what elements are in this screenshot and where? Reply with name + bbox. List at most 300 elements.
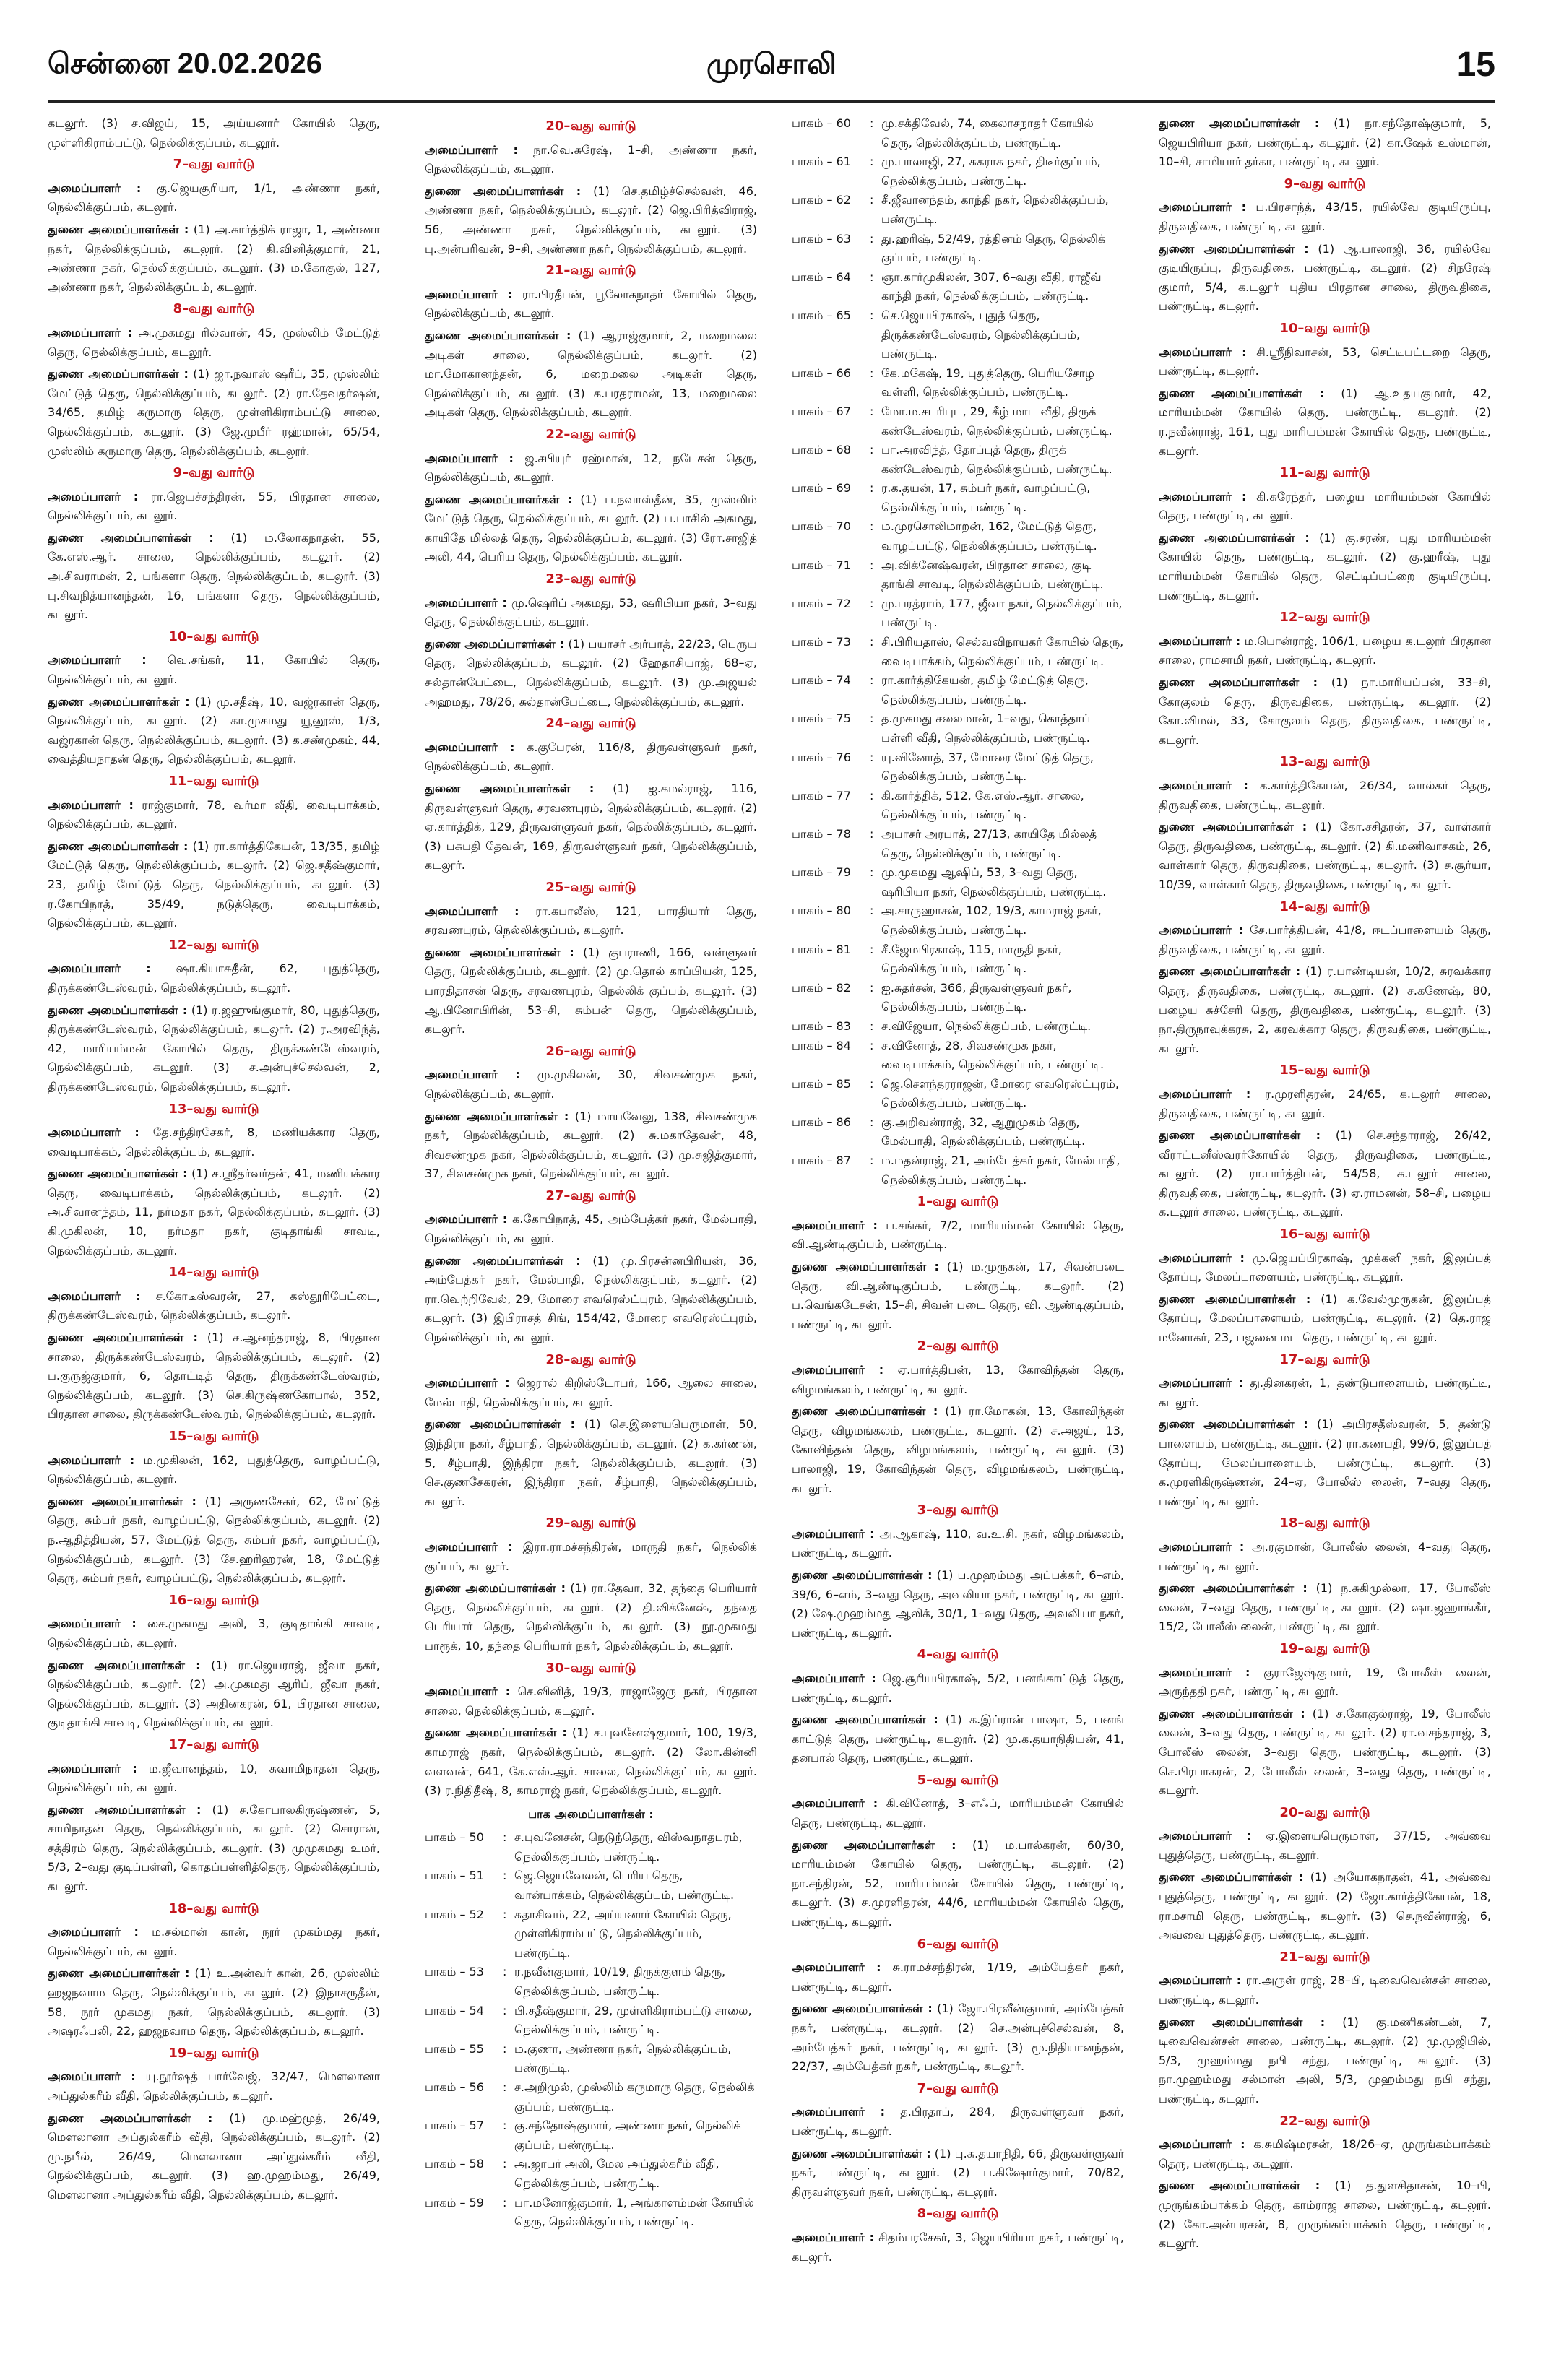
entry-text: மு.ஜெயப்பிரகாஷ், முக்கனி நகர், இலுப்பத் தோப்பு, மேலப்பாளையம், பண்ருட்டி, கடலூர். bbox=[1159, 1250, 1491, 1284]
appointment-entry bbox=[48, 796, 380, 834]
booth-colon: : bbox=[503, 2003, 507, 2017]
appointment-entry bbox=[425, 490, 757, 567]
booth-colon: : bbox=[870, 116, 874, 130]
booth-number: பாகம் – 56 bbox=[425, 2080, 484, 2094]
booth-agent: சி.பிரியதாஸ், செல்வவிநாயகர் கோயில் தெரு, வைடிபாக்கம், நெல்லிக்குப்பம், பண்ருட்டி. bbox=[881, 635, 1124, 668]
appointment-entry bbox=[1159, 1126, 1491, 1222]
booth-row bbox=[792, 268, 1124, 306]
entry-role-label: துணை அமைப்பாளர்கள் : bbox=[48, 2111, 213, 2125]
booth-colon: : bbox=[870, 558, 874, 572]
entry-role-label: அமைப்பாளர் : bbox=[1159, 1665, 1250, 1679]
booth-number: பாகம் – 85 bbox=[792, 1076, 851, 1091]
appointment-entry bbox=[1159, 1663, 1491, 1702]
booth-number: பாகம் – 58 bbox=[425, 2157, 484, 2171]
page-number: 15 bbox=[1456, 46, 1495, 84]
appointment-entry bbox=[48, 1001, 380, 1097]
appointment-entry bbox=[1159, 1085, 1491, 1123]
entry-text: அ.முகமது ரில்வான், 45, முஸ்லிம் மேட்டுத் தெரு, நெல்லிக்குப்பம், கடலூர். bbox=[48, 325, 380, 359]
booth-row bbox=[425, 2194, 757, 2232]
booth-agent: மு.பரத்ராம், 177, ஜீவா நகர், நெல்லிக்குப்பம், பண்ருட்டி. bbox=[881, 596, 1123, 630]
booth-colon: : bbox=[870, 1018, 874, 1033]
entry-text: (1) செ.சந்தாராஜ், 26/42, வீராட்டனீஸ்வரர்கோயில் தெரு, திருவதிகை, பண்ருட்டி, கடலூர். (2) ரா.பார்த்திபன், 54/58, க.டலூர் சாலை, திருவதிகை, பண்ருட்டி, கடலூர். (3) ஏ.ராமனன், 58–சி, பழைய க.டலூர் சாலை, பண்ருட்டி, கடலூர். bbox=[1159, 1128, 1491, 1219]
appointment-entry bbox=[1159, 384, 1491, 461]
entry-role-label: துணை அமைப்பாளர்கள் : bbox=[48, 1802, 202, 1817]
entry-text: (1) ஜா.நவாஸ் ஷரீப், 35, முஸ்லிம் மேட்டுத் தெரு, நெல்லிக்குப்பம், கடலூர். (2) ரா.தேவதர்ஷன், 34/65, தமிழ் கருமாரு தெரு, முள்ளிகிராம்பட்டு சாலை, நெல்லிக்குப்பம், கடலூர். (3) ஜே.முபீர் ரஹ்மான், 65/54, முஸ்லிம் கருமாரு தெரு, நெல்லிக்குப்பம், கடலூர். bbox=[48, 367, 380, 458]
booth-row bbox=[792, 1037, 1124, 1075]
appointment-entry bbox=[1159, 1374, 1491, 1412]
paragraph: கடலூர். (3) ச.விஜய், 15, அய்யனார் கோயில் தெரு, முள்ளிகிராம்பட்டு, நெல்லிக்குப்பம், கடலூர். bbox=[48, 116, 380, 150]
appointment-entry bbox=[425, 1538, 757, 1576]
booth-row bbox=[792, 230, 1124, 268]
booth-number: பாகம் – 63 bbox=[792, 231, 851, 246]
appointment-entry bbox=[1159, 240, 1491, 316]
booth-number: பாகம் – 66 bbox=[792, 365, 851, 380]
booth-colon: : bbox=[870, 519, 874, 534]
entry-text: (1) ரா.கார்த்திகேயன், 13/35, தமிழ் மேட்டுத் தெரு, நெல்லிக்குப்பம், கடலூர். (2) ஜெ.சதீஷ்குமார், 23, தமிழ் மேட்டுத் தெரு, நெல்லிக்குப்பம், கடலூர். (3) ர.கோபிநாத், 35/49, நடுத்தெரு, வைடிபாக்கம், நெல்லிக்குப்பம், கடலூர். bbox=[48, 839, 380, 930]
booth-agent: ச.விஜேயா, நெல்லிக்குப்பம், பண்ருட்டி. bbox=[881, 1018, 1092, 1033]
booth-number: பாகம் – 50 bbox=[425, 1830, 484, 1845]
appointment-entry bbox=[792, 1216, 1124, 1255]
ward-heading: 8–வது வார்டு bbox=[917, 2206, 999, 2222]
booth-number: பாகம் – 70 bbox=[792, 519, 851, 534]
appointment-entry bbox=[1159, 198, 1491, 236]
appointment-entry bbox=[792, 1669, 1124, 1708]
entry-role-label: அமைப்பாளர் : bbox=[425, 904, 519, 918]
entry-text: த.பிரதாப், 284, திருவள்ளுவர் நகர், பண்ருட்டி, கடலூர். bbox=[792, 2105, 1124, 2138]
appointment-entry bbox=[48, 693, 380, 769]
entry-role-label: அமைப்பாளர் : bbox=[1159, 633, 1241, 648]
booth-number: பாகம் – 69 bbox=[792, 481, 851, 496]
appointment-entry bbox=[425, 1252, 757, 1348]
entry-text: ச.கோடீஸ்வரன், 27, கஸ்தூரிபேட்டை, திருக்கண்டேஸ்வரம், நெல்லிக்குப்பம், கடலூர். bbox=[48, 1289, 380, 1323]
appointment-entry bbox=[792, 1361, 1124, 1399]
appointment-entry bbox=[1159, 2013, 1491, 2109]
appointment-entry bbox=[48, 2067, 380, 2106]
entry-role-label: அமைப்பாளர் : bbox=[792, 1671, 876, 1685]
booth-colon: : bbox=[870, 904, 874, 918]
ward-heading: 1–வது வார்டு bbox=[917, 1194, 999, 1210]
appointment-entry bbox=[48, 1328, 380, 1424]
entry-text: கி.வினோத், 3–எஃப், மாரியம்மன் கோயில் தெரு, பண்ருட்டி, கடலூர். bbox=[792, 1796, 1124, 1830]
ward-heading: 30–வது வார்டு bbox=[545, 1660, 636, 1676]
booth-colon: : bbox=[870, 711, 874, 726]
booth-agent: த.முகமது சலைமான், 1–வது, கொத்தாப் பள்ளி வீதி, நெல்லிக்குப்பம், பண்ருட்டி. bbox=[881, 711, 1091, 745]
booth-row bbox=[792, 825, 1124, 863]
booth-colon: : bbox=[870, 788, 874, 802]
booth-colon: : bbox=[870, 826, 874, 841]
booth-row bbox=[792, 517, 1124, 555]
booth-number: பாகம் – 86 bbox=[792, 1115, 851, 1129]
entry-text: ப.சங்கர், 7/2, மாரியம்மன் கோயில் தெரு, வி.ஆண்டிகுப்பம், பண்ருட்டி. bbox=[792, 1218, 1124, 1252]
appointment-entry bbox=[1159, 1538, 1491, 1576]
booth-number: பாகம் – 79 bbox=[792, 865, 851, 880]
entry-role-label: துணை அமைப்பாளர்கள் : bbox=[48, 1658, 201, 1672]
entry-role-label: அமைப்பாளர் : bbox=[1159, 1086, 1251, 1101]
entry-text: (1) ஐ.கமல்ராஜ், 116, திருவள்ளுவர் தெரு, சரவணபுரம், நெல்லிக்குப்பம், கடலூர். (2) ஏ.கார்த்திக், 129, திருவள்ளுவர் நகர், நெல்லிக்குப்பம், கடலூர். (3) பசுபதி தேவன், 169, திருவள்ளுவர் நகர், நெல்லிக்குப்பம், கடலூர். bbox=[425, 782, 757, 873]
appointment-entry bbox=[48, 1164, 380, 1260]
entry-role-label: துணை அமைப்பாளர்கள் : bbox=[425, 1253, 581, 1268]
booth-colon: : bbox=[503, 2041, 507, 2056]
booth-row bbox=[792, 709, 1124, 748]
entry-role-label: அமைப்பாளர் : bbox=[1159, 1250, 1245, 1265]
booth-number: பாகம் – 73 bbox=[792, 635, 851, 649]
booth-row bbox=[792, 787, 1124, 825]
entry-text: ம.சல்மான் கான், நூர் முகம்மது நகர், நெல்லிக்குப்பம், கடலூர். bbox=[48, 1925, 380, 1958]
entry-role-label: அமைப்பாளர் : bbox=[425, 595, 507, 610]
ward-heading: 10–வது வார்டு bbox=[168, 628, 259, 644]
entry-role-label: துணை அமைப்பாளர்கள் : bbox=[425, 1726, 567, 1740]
booth-agent: அ.விக்னேஷ்வரன், பிரதான சாலை, குடி தாங்கி சாவடி, நெல்லிக்குப்பம், பண்ருட்டி. bbox=[881, 558, 1104, 592]
entry-text: (1) ஜோ.பிரவீன்குமார், அம்பேத்கர் நகர், பண்ருட்டி, கடலூர். (2) செ.அன்புச்செல்வன், 8, அம்பேத்கர் நகர், பண்ருட்டி, கடலூர். (3) மூ.நிதியானந்தன், 22/37, அம்பேத்கர் நகர், பண்ருட்டி, கடலூர். bbox=[792, 2002, 1124, 2074]
entry-role-label: துணை அமைப்பாளர்கள் : bbox=[1159, 1417, 1308, 1432]
entry-text: ஷா.கியாசுதீன், 62, புதுத்தெரு, திருக்கண்டேஸ்வரம், நெல்லிக்குப்பம், கடலூர். bbox=[48, 961, 380, 995]
entry-text: (1) ஆ.பாலாஜி, 36, ரயில்வே குடியிருப்பு, திருவதிகை, பண்ருட்டி, கடலூர். (2) சிநரேஷ் குமார், 5/4, க.டலூர் புதிய பிரதான சாலை, திருவதிகை, பண்ருட்டி, கடலூர். bbox=[1159, 241, 1491, 313]
appointment-entry bbox=[425, 285, 757, 324]
appointment-entry bbox=[425, 943, 757, 1039]
ward-heading: 27–வது வார்டு bbox=[545, 1187, 636, 1203]
booth-agent: ர.நவீன்குமார், 10/19, திருக்குளம் தெரு, நெல்லிக்குப்பம், பண்ருட்டி. bbox=[514, 1965, 726, 1999]
appointment-entry bbox=[48, 1492, 380, 1588]
booth-number: பாகம் – 84 bbox=[792, 1038, 851, 1052]
booth-row bbox=[425, 2116, 757, 2155]
entry-text: ம.ஜீவானந்தம், 10, சுவாமிநாதன் தெரு, நெல்லிக்குப்பம், கடலூர். bbox=[48, 1761, 380, 1795]
appointment-entry bbox=[48, 1287, 380, 1325]
appointment-entry bbox=[48, 1923, 380, 1961]
booth-colon: : bbox=[870, 865, 874, 880]
entry-role-label: துணை அமைப்பாளர்கள் : bbox=[425, 945, 574, 959]
entry-role-label: அமைப்பாளர் : bbox=[1159, 200, 1246, 215]
entry-role-label: துணை அமைப்பாளர்கள் : bbox=[792, 2146, 931, 2160]
entry-text: சை.முகமது அலி, 3, குடிதாங்கி சாவடி, நெல்லிக்குப்பம், கடலூர். bbox=[48, 1617, 380, 1650]
booth-colon: : bbox=[870, 155, 874, 169]
appointment-entry bbox=[1159, 343, 1491, 381]
booth-row bbox=[792, 479, 1124, 517]
appointment-entry bbox=[48, 1964, 380, 2041]
entry-text: (1) பு.சு.தயாநிதி, 66, திருவள்ளுவர் நகர், பண்ருட்டி, கடலூர். (2) ப.கிஷோர்குமார், 70/82, திருவள்ளுவர் நகர், பண்ருட்டி, கடலூர். bbox=[792, 2146, 1124, 2199]
entry-text: (1) ர.பாண்டியன், 10/2, சுரவக்கார தெரு, திருவதிகை, பண்ருட்டி, கடலூர். (2) ச.கணேஷ், 80, பழைய சுச்சேரி தெரு, திருவதிகை, பண்ருட்டி, கடலூர். (3) நா.திருநாவுக்கரசு, 2, கரவக்கார தெரு, திருவதிகை, பண்ருட்டி, கடலூர். bbox=[1159, 964, 1491, 1055]
entry-text: (1) மாயவேலு, 138, சிவசண்முக நகர், நெல்லிக்குப்பம், கடலூர். (2) சு.மகாதேவன், 48, சிவசண்முக நகர், நெல்லிக்குப்பம், கடலூர். (3) மு.சுஜித்குமார், 37, சிவசண்முக நகர், நெல்லிக்குப்பம், கடலூர். bbox=[425, 1109, 757, 1181]
entry-role-label: துணை அமைப்பாளர்கள் : bbox=[1159, 1291, 1311, 1306]
ward-heading: 11–வது வார்டு bbox=[1279, 465, 1370, 481]
entry-role-label: துணை அமைப்பாளர்கள் : bbox=[425, 782, 595, 795]
booth-number: பாகம் – 80 bbox=[792, 904, 851, 918]
booth-agent: ர.க.தயன், 17, சும்பர் நகர், வாழப்பட்டு, நெல்லிக்குப்பம், பண்ருட்டி. bbox=[881, 481, 1091, 514]
ward-heading: 5–வது வார்டு bbox=[917, 1772, 999, 1788]
appointment-entry bbox=[425, 594, 757, 632]
entry-role-label: அமைப்பாளர் : bbox=[425, 1539, 513, 1554]
booth-row bbox=[792, 1113, 1124, 1151]
entry-text: (1) நா.மாரியப்பன், 33–சி, கோகுலம் தெரு, திருவதிகை, பண்ருட்டி, கடலூர். (2) கோ.விமல், 33, கோகுலம் தெரு, திருவதிகை, பண்ருட்டி, கடலூர். bbox=[1159, 675, 1491, 747]
entry-role-label: அமைப்பாளர் : bbox=[48, 1761, 137, 1775]
booth-number: பாகம் – 74 bbox=[792, 673, 851, 688]
header-rule bbox=[48, 100, 1495, 103]
entry-text: (1) ப.முஹம்மது அப்பக்கர், 6–எம், 39/6, 6–எம், 3–வது தெரு, அவலியா நகர், பண்ருட்டி, கடலூர். (2) ஷே.முஹம்மது ஆலிக், 30/1, 1–வது தெரு, அவலியா நகர், பண்ருட்டி, கடலூர். bbox=[792, 1567, 1124, 1640]
entry-role-label: துணை அமைப்பாளர்கள் : bbox=[48, 1167, 188, 1181]
entry-text: (1) கோ.சசிதரன், 37, வாள்கார் தெரு, திருவதிகை, பண்ருட்டி, கடலூர். (2) கி.மணிவாசகம், 26, வாள்கார் தெரு, திருவதிகை, பண்ருட்டி, கடலூர். (3) ச.சூர்யா, 10/39, வாள்கார் தெரு, திருவதிகை, பண்ருட்டி, கடலூர். bbox=[1159, 820, 1491, 891]
booth-number: பாகம் – 51 bbox=[425, 1869, 484, 1883]
entry-text: ம.பொன்ராஜ், 106/1, பழைய க.டலூர் பிரதான சாலை, ராமசாமி நகர், பண்ருட்டி, கடலூர். bbox=[1159, 633, 1491, 667]
appointment-entry bbox=[425, 1107, 757, 1184]
entry-role-label: அமைப்பாளர் : bbox=[1159, 779, 1248, 792]
booth-row bbox=[792, 364, 1124, 402]
appointment-entry bbox=[425, 1682, 757, 1721]
booth-agent: ரா.கார்த்திகேயன், தமிழ் மேட்டுத் தெரு, நெல்லிக்குப்பம், பண்ருட்டி. bbox=[881, 673, 1089, 706]
booth-number: பாகம் – 57 bbox=[425, 2119, 484, 2133]
text-column-2 bbox=[425, 114, 757, 2358]
entry-role-label: துணை அமைப்பாளர்கள் : bbox=[792, 1567, 933, 1582]
booth-number: பாகம் – 65 bbox=[792, 308, 851, 322]
booth-agent: கு.சந்தோஷ்குமார், அண்ணா நகர், நெல்லிக் குப்பம், பண்ருட்டி. bbox=[514, 2119, 741, 2152]
entry-text: சே.பார்த்திபன், 41/8, ஈடப்பாளையம் தெரு, திருவதிகை, பண்ருட்டி, கடலூர். bbox=[1159, 923, 1491, 956]
booth-agent: ச.அறிமுல், முஸ்லிம் கருமாரு தெரு, நெல்லிக் குப்பம், பண்ருட்டி. bbox=[514, 2080, 755, 2113]
entry-text: (1) குபராணி, 166, வள்ளுவர் தெரு, நெல்லிக்குப்பம், கடலூர். (2) மு.தொல் காப்பியன், 125, பாரதிதாசன் தெரு, சரவணபுரம், நெல்லிக் குப்பம், கடலூர். (3) ஆ.பினோபிரின், 53–சி, சும்பன் தெரு, நெல்லிக்குப்பம், கடலூர். bbox=[425, 945, 757, 1037]
text-column-1 bbox=[48, 114, 380, 2358]
entry-role-label: அமைப்பாளர் : bbox=[425, 1684, 511, 1699]
ward-heading: 15–வது வார்டு bbox=[1279, 1063, 1370, 1078]
booth-colon: : bbox=[870, 1076, 874, 1091]
entry-text: அ.ஆகாஷ், 110, வ.உ.சி. நகர், விழமங்கலம், பண்ருட்டி, கடலூர். bbox=[792, 1526, 1124, 1560]
entry-text: (1) ர.ஜஹுங்குமார், 80, புதுத்தெரு, திருக்கண்டேஸ்வரம், நெல்லிக்குப்பம், கடலூர். (2) ர.அரவிந்த், 42, மாரியம்மன் கோயில் தெரு, திருக்கண்டேஸ்வரம், நெல்லிக்குப்பம், கடலூர். (3) ச.அன்புச்செல்வன், 2, திருக்கண்டேஸ்வரம், நெல்லிக்குப்பம், கடலூர். bbox=[48, 1003, 380, 1094]
ward-heading: 6–வது வார்டு bbox=[917, 1936, 999, 1952]
entry-text: ரா.பிரதீபன், பூலோகநாதர் கோயில் தெரு, நெல்லிக்குப்பம், கடலூர். bbox=[425, 287, 757, 321]
appointment-entry bbox=[792, 1258, 1124, 1334]
booth-number: பாகம் – 60 bbox=[792, 116, 851, 130]
entry-text: குராஜேஷ்குமார், 19, போலீஸ் லைன், அருந்ததி நகர், பண்ருட்டி, கடலூர். bbox=[1159, 1665, 1491, 1699]
booth-colon: : bbox=[870, 980, 874, 995]
ward-heading: 22–வது வார்டு bbox=[545, 426, 636, 442]
entry-role-label: துணை அமைப்பாளர்கள் : bbox=[792, 2002, 933, 2016]
booth-number: பாகம் – 53 bbox=[425, 1965, 484, 1979]
entry-role-label: அமைப்பாளர் : bbox=[1159, 489, 1247, 503]
booth-colon: : bbox=[870, 404, 874, 418]
appointment-entry bbox=[48, 529, 380, 625]
booth-colon: : bbox=[870, 1154, 874, 1168]
booth-agent: ம.குணா, அண்ணா நகர், நெல்லிக்குப்பம், பண்ருட்டி. bbox=[514, 2041, 732, 2075]
ward-heading: 13–வது வார்டு bbox=[1279, 754, 1370, 770]
entry-text: ஜெரால் கிறிஸ்டோபர், 166, ஆலை சாலை, மேல்பாதி, நெல்லிக்குப்பம், கடலூர். bbox=[425, 1376, 757, 1409]
entry-role-label: துணை அமைப்பாளர்கள் : bbox=[1159, 530, 1310, 545]
booth-number: பாகம் – 54 bbox=[425, 2003, 484, 2017]
entry-text: (1) க.வேல்முருகன், இலுப்பத் தோப்பு, மேலப்பாளையம், பண்ருட்டி, கடலூர். (2) தெ.ராஜ மனோகர், 23, பஜனை மட தெரு, பண்ருட்டி, கடலூர். bbox=[1159, 1291, 1491, 1345]
appointment-entry bbox=[48, 2109, 380, 2205]
entry-role-label: துணை அமைப்பாளர்கள் : bbox=[1159, 2015, 1326, 2029]
booth-agent: சீ.ஜேமபிரகாஷ், 115, மாருதி நகர், நெல்லிக்குப்பம், பண்ருட்டி. bbox=[881, 942, 1062, 976]
ward-heading: 22–வது வார்டு bbox=[1279, 2113, 1370, 2129]
booth-number: பாகம் – 52 bbox=[425, 1907, 484, 1921]
entry-text: (1) ச.கோபாலகிருஷ்ணன், 5, சாமிநாதன் தெரு, நெல்லிக்குப்பம், கடலூர். (2) சொரான், சத்திரம் தெரு, நெல்லிக்குப்பம், கடலூர். (3) முமுகமது உமர், 5/3, 2–வது குடிப்பள்ளி, கொதப்பள்ளித்தெரு, நெல்லிக்குப்பம், கடலூர். bbox=[48, 1802, 380, 1894]
entry-text: ஏ.பார்த்திபன், 13, கோவிந்தன் தெரு, விழமங்கலம், பண்ருட்டி, கடலூர். bbox=[792, 1363, 1124, 1396]
appointment-entry bbox=[425, 326, 757, 423]
entry-role-label: துணை அமைப்பாளர்கள் : bbox=[1159, 1581, 1308, 1596]
entry-role-label: அமைப்பாளர் : bbox=[425, 1376, 510, 1390]
booth-agent: மோ.ம.சபரிபுட, 29, கீழ் மாட வீதி, திருக் கண்டேஸ்வரம், நெல்லிக்குப்பம், பண்ருட்டி. bbox=[881, 404, 1112, 438]
appointment-entry bbox=[48, 220, 380, 297]
entry-text: (1) கு.சரண், புது மாரியம்மன் கோயில் தெரு, பண்ருட்டி, கடலூர். (2) கு.ஹரீஷ், புது மாரியம்மன் கோயில் தெரு, செட்டிப்பட்றை குடியிருப்பு, பண்ருட்டி, கடலூர். bbox=[1159, 530, 1491, 602]
ward-heading: 18–வது வார்டு bbox=[1279, 1515, 1370, 1531]
entry-text: (1) மு.பிரசன்னபிரியன், 36, அம்பேத்கர் நகர், மேல்பாதி, நெல்லிக்குப்பம், கடலூர். (2) ரா.வெற்றிவேல், 29, மோரை எவரெஸ்ட்புரம், நெல்லிக்குப்பம், கடலூர். (3) இபிராசத் சிங், 154/42, மோரை எவரெஸ்ட்புரம், நெல்லிக்குப்பம், கடலூர். bbox=[425, 1253, 757, 1345]
ward-heading: 12–வது வார்டு bbox=[1279, 610, 1370, 626]
ward-heading: 29–வது வார்டு bbox=[545, 1515, 636, 1531]
entry-text: (1) ம.முருகன், 17, சிவன்படை தெரு, வி.ஆண்டிகுப்பம், பண்ருட்டி, கடலூர். (2) ப.வெங்கடேசன், 15–சி, சிவன் படை தெரு, வி. ஆண்டிகுப்பம், பண்ருட்டி, கடலூர். bbox=[792, 1260, 1124, 1331]
ward-heading: 3–வது வார்டு bbox=[917, 1502, 999, 1518]
booth-agent: ஞா.கார்முகிலன், 307, 6–வது வீதி, ராஜீவ் காந்தி நகர், நெல்லிக்குப்பம், பண்ருட்டி. bbox=[881, 269, 1102, 303]
appointment-entry bbox=[425, 1065, 757, 1104]
entry-role-label: துணை அமைப்பாளர்கள் : bbox=[425, 492, 573, 506]
booth-number: பாகம் – 77 bbox=[792, 788, 851, 802]
booth-row bbox=[792, 114, 1124, 152]
entry-role-label: அமைப்பாளர் : bbox=[1159, 1376, 1243, 1390]
entry-role-label: துணை அமைப்பாளர்கள் : bbox=[1159, 241, 1309, 256]
entry-role-label: துணை அமைப்பாளர்கள் : bbox=[425, 183, 582, 198]
ward-heading: 15–வது வார்டு bbox=[168, 1429, 259, 1444]
appointment-entry bbox=[1159, 2135, 1491, 2173]
entry-text: நா.வெ.சுரேஷ், 1–சி, அண்ணா நகர், நெல்லிக்குப்பம், கடலூர். bbox=[425, 142, 757, 176]
appointment-entry bbox=[792, 1794, 1124, 1832]
entry-text: ரா.அருள் ராஜ், 28–பி, டிவைவென்சன் சாலை, பண்ருட்டி, கடலூர். bbox=[1159, 1973, 1491, 2007]
booth-colon: : bbox=[870, 193, 874, 207]
booth-agent: ச.வினோத், 28, சிவசண்முக நகர், வைடிபாக்கம், நெல்லிக்குப்பம், பண்ருட்டி. bbox=[881, 1038, 1105, 1072]
appointment-entry bbox=[792, 1710, 1124, 1768]
entry-role-label: அமைப்பாளர் : bbox=[48, 1617, 137, 1631]
entry-text: ஜ.சபியுர் ரஹ்மான், 12, நடேசன் தெரு, நெல்லிக்குப்பம், கடலூர். bbox=[425, 451, 757, 485]
ward-heading: 11–வது வார்டு bbox=[168, 774, 259, 789]
entry-role-label: துணை அமைப்பாளர்கள் : bbox=[1159, 1706, 1305, 1721]
booth-colon: : bbox=[503, 1907, 507, 1921]
ward-heading: 14–வது வார்டு bbox=[1279, 899, 1370, 914]
entry-text: ஜெ.சூரியபிரகாஷ், 5/2, பனங்காட்டுத் தெரு, பண்ருட்டி, கடலூர். bbox=[792, 1671, 1124, 1705]
entry-role-label: அமைப்பாளர் : bbox=[1159, 1829, 1251, 1843]
entry-role-label: அமைப்பாளர் : bbox=[48, 653, 147, 667]
booth-number: பாகம் – 76 bbox=[792, 750, 851, 764]
entry-text: (1) ச.கோகுல்ராஜ், 19, போலீஸ் லைன், 3–வது தெரு, பண்ருட்டி, கடலூர். (2) ரா.வசந்தராஜ், 3, போலீஸ் லைன், 3–வது தெரு, பண்ருட்டி, கடலூர். (3) செ.பிரபாகரன், 2, போலீஸ் லைன், 3–வது தெரு, பண்ருட்டி, கடலூர். bbox=[1159, 1706, 1491, 1798]
booth-agent: பா.மனோஜ்குமார், 1, அங்காளம்மன் கோயில் தெரு, நெல்லிக்குப்பம், பண்ருட்டி. bbox=[514, 2195, 754, 2229]
booth-row bbox=[792, 1151, 1124, 1190]
booth-colon: : bbox=[870, 942, 874, 956]
appointment-entry bbox=[792, 1836, 1124, 1932]
booth-colon: : bbox=[870, 269, 874, 284]
entry-text: (1) அயோகநாதன், 41, அவ்வை புதுத்தெரு, பண்ருட்டி, கடலூர். (2) ஜோ.கார்த்திகேயன், 18, ராமசாமி தெரு, பண்ருட்டி, கடலூர். (3) செ.நவீன்ராஜ், 6, அவ்வை புதுத்தெரு, பண்ருட்டி, கடலூர். bbox=[1159, 1870, 1491, 1942]
entry-text: (1) அபிரசதீஸ்வரன், 5, தண்டு பாளையம், பண்ருட்டி, கடலூர். (2) ரா.கணபதி, 99/6, இலுப்பத் தோப்பு, மேலப்பாளையம், பண்ருட்டி, கடலூர். (3) க.முரளிகிருஷ்ணன், 24–ஏ, போலீஸ் லைன், 7–வது தெரு, பண்ருட்டி, கடலூர். bbox=[1159, 1417, 1491, 1508]
appointment-entry bbox=[425, 635, 757, 711]
entry-role-label: துணை அமைப்பாளர்கள் : bbox=[48, 839, 189, 853]
ward-heading: 25–வது வார்டு bbox=[545, 879, 636, 895]
appointment-entry bbox=[48, 179, 380, 217]
appointment-entry bbox=[48, 324, 380, 362]
entry-text: (1) ஆ.உதயகுமார், 42, மாரியம்மன் கோயில் தெரு, பண்ருட்டி, கடலூர். (2) ர.நவீன்ராஜ், 161, புது மாரியம்மன் கோயில் தெரு, பண்ருட்டி, கடலூர். bbox=[1159, 386, 1491, 458]
entry-text: சு.ராமச்சந்திரன், 1/19, அம்பேத்கர் நகர், பண்ருட்டி, கடலூர். bbox=[792, 1960, 1124, 1994]
booth-agent: மு.முகமது ஆஷிப், 53, 3–வது தெரு, ஷரிபியா நகர், நெல்லிக்குப்பம், பண்ருட்டி. bbox=[881, 865, 1107, 899]
entry-text: க.கார்த்திகேயன், 26/34, வால்கர் தெரு, திருவதிகை, பண்ருட்டி, கடலூர். bbox=[1159, 779, 1491, 812]
entry-role-label: துணை அமைப்பாளர்கள் : bbox=[425, 636, 565, 651]
entry-role-label: அமைப்பாளர் : bbox=[792, 2230, 874, 2244]
entry-text: தே.சந்திரசேகர், 8, மணியக்கார தெரு, வைடிபாக்கம், நெல்லிக்குப்பம், கடலூர். bbox=[48, 1125, 380, 1159]
entry-role-label: துணை அமைப்பாளர்கள் : bbox=[792, 1713, 938, 1727]
booth-agent: மு.பாலாஜி, 27, சுகராசு நகர், திடீர்குப்பம், நெல்லிக்குப்பம், பண்ருட்டி. bbox=[881, 155, 1101, 188]
booth-colon: : bbox=[503, 1869, 507, 1883]
appointment-entry bbox=[1159, 962, 1491, 1058]
entry-role-label: அமைப்பாளர் : bbox=[48, 489, 139, 503]
entry-role-label: அமைப்பாளர் : bbox=[48, 181, 142, 195]
booth-agent: ம.முரசொலிமாறன், 162, மேட்டுத் தெரு, வாழப்பட்டு, நெல்லிக்குப்பம், பண்ருட்டி. bbox=[881, 519, 1097, 553]
entry-text: ஏ.இளையபெருமாள், 37/15, அவ்வை புதுத்தெரு, பண்ருட்டி, கடலூர். bbox=[1159, 1829, 1491, 1862]
entry-text: (1) ச.ஆனந்தராஜ், 8, பிரதான சாலை, திருக்கண்டேஸ்வரம், நெல்லிக்குப்பம், கடலூர். (2) ப.குருஜ்குமார், 6, தொட்டித் தெரு, திருக்கண்டேஸ்வரம், நெல்லிக்குப்பம், கடலூர். (3) செ.கிருஷ்ணகோபால், 352, பிரதான சாலை, திருக்கண்டேஸ்வரம், நெல்லிக்குப்பம், கடலூர். bbox=[48, 1330, 380, 1421]
entry-text: (1) அ.கார்த்திக் ராஜா, 1, அண்ணா நகர், நெல்லிக்குப்பம், கடலூர். (2) கி.வினித்குமார், 21, அண்ணா நகர், நெல்லிக்குப்பம், கடலூர். (3) ம.கோகுல், 127, அண்ணா நகர், நெல்லிக்குப்பம், கடலூர். bbox=[48, 222, 380, 294]
entry-text: (1) நா.சந்தோஷ்குமார், 5, ஜெயபிரியா நகர், பண்ருட்டி, கடலூர். (2) கா.ஷேக் உஸ்மான், 10–சி, சாமியார் தர்கா, பண்ருட்டி, கடலூர். bbox=[1159, 116, 1491, 169]
appointment-entry bbox=[48, 1451, 380, 1489]
entry-text: அ.ரகுமான், போலீஸ் லைன், 4–வது தெரு, பண்ருட்டி, கடலூர். bbox=[1159, 1539, 1491, 1573]
entry-text: (1) ரா.மோகன், 13, கோவிந்தன் தெரு, விழமங்கலம், பண்ருட்டி, கடலூர். (2) ச.அஜய், 13, கோவிந்தன் தெரு, விழமங்கலம், பண்ருட்டி, கடலூர். (3) பாலாஜி, 19, கோவிந்தன் தெரு, விழமங்கலம், பண்ருட்டி, கடலூர். bbox=[792, 1404, 1124, 1495]
booth-colon: : bbox=[870, 750, 874, 764]
ward-heading: 19–வது வார்டு bbox=[168, 2045, 259, 2061]
entry-text: சி.ஸ்ரீநிவாசன், 53, செட்டிபட்டறை தெரு, பண்ருட்டி, கடலூர். bbox=[1159, 345, 1491, 378]
appointment-entry bbox=[48, 651, 380, 689]
entry-text: ப.பிரசாந்த், 43/15, ரயில்வே குடியிருப்பு, திருவதிகை, பண்ருட்டி, கடலூர். bbox=[1159, 200, 1491, 233]
booth-row bbox=[792, 671, 1124, 709]
appointment-entry bbox=[425, 449, 757, 488]
ward-heading: 19–வது வார்டு bbox=[1279, 1640, 1370, 1656]
appointment-entry bbox=[425, 1374, 757, 1412]
booth-number: பாகம் – 72 bbox=[792, 596, 851, 610]
entry-role-label: அமைப்பாளர் : bbox=[425, 1212, 508, 1226]
booth-row bbox=[792, 940, 1124, 979]
entry-role-label: அமைப்பாளர் : bbox=[1159, 923, 1243, 938]
ward-heading: 21–வது வார்டு bbox=[545, 263, 636, 279]
ward-heading: 17–வது வார்டு bbox=[1279, 1351, 1370, 1367]
entry-role-label: அமைப்பாளர் : bbox=[792, 1363, 884, 1377]
entry-role-label: அமைப்பாளர் : bbox=[792, 1526, 875, 1541]
dateline: சென்னை 20.02.2026 bbox=[48, 48, 323, 79]
booth-row bbox=[425, 2155, 757, 2193]
appointment-entry bbox=[1159, 1705, 1491, 1801]
text-column-3 bbox=[792, 114, 1124, 2358]
entry-text: ர.முரளிதரன், 24/65, க.டலூர் சாலை, திருவதிகை, பண்ருட்டி, கடலூர். bbox=[1159, 1086, 1491, 1120]
booth-row bbox=[792, 633, 1124, 671]
ward-heading: 21–வது வார்டு bbox=[1279, 1949, 1370, 1965]
booth-number: பாகம் – 62 bbox=[792, 193, 851, 207]
appointment-entry bbox=[1159, 1868, 1491, 1944]
booth-colon: : bbox=[870, 443, 874, 457]
booth-row bbox=[792, 594, 1124, 633]
entry-text: (1) உ.அன்வர் கான், 26, முஸ்லிம் ஹஜநவாம தெரு, நெல்லிக்குப்பம், கடலூர். (2) இநாசருதீன், 58, நூர் முகமது நகர், நெல்லிக்குப்பம், கடலூர். (3) அஷரஃபலி, 22, ஹஜநவாம தெரு, நெல்லிக்குப்பம், கடலூர். bbox=[48, 1966, 380, 2038]
entry-text: செ.வினித், 19/3, ராஜாஜேரு நகர், பிரதான சாலை, நெல்லிக்குப்பம், கடலூர். bbox=[425, 1684, 757, 1718]
ward-heading: 20–வது வார்டு bbox=[545, 118, 636, 134]
booth-number: பாகம் – 81 bbox=[792, 942, 851, 956]
booth-agent: அ.ஜாபர் அலி, மேல அப்துல்கரீம் வீதி, நெல்லிக்குப்பம், பண்ருட்டி. bbox=[514, 2157, 719, 2190]
booth-number: பாகம் – 82 bbox=[792, 980, 851, 995]
entry-role-label: அமைப்பாளர் : bbox=[48, 797, 134, 812]
entry-text: க.சுமிஷ்மரசன், 18/26–ஏ, முருங்கம்பாக்கம் தெரு, பண்ருட்டி, கடலூர். bbox=[1159, 2137, 1491, 2171]
entry-text: கு.ஜெயசூரியா, 1/1, அண்ணா நகர், நெல்லிக்குப்பம், கடலூர். bbox=[48, 181, 380, 215]
booth-row bbox=[425, 1905, 757, 1963]
entry-role-label: துணை அமைப்பாளர்கள் : bbox=[1159, 116, 1320, 130]
entry-text: (1) ந.சுகிமுல்லா, 17, போலீஸ் லைன், 7–வது தெரு, பண்ருட்டி, கடலூர். (2) ஷா.ஜஹாங்கீர், 15/2, போலீஸ் லைன், பண்ருட்டி, கடலூர். bbox=[1159, 1581, 1491, 1634]
booth-number: பாகம் – 55 bbox=[425, 2041, 484, 2056]
entry-role-label: அமைப்பாளர் : bbox=[425, 287, 513, 301]
entry-text: (1) பயாசர் அர்பாத், 22/23, பெருய தெரு, நெல்லிக்குப்பம், கடலூர். (2) ஹேதாசியாஜ், 68–ஏ, சுல்தான்பேட்டை, நெல்லிக்குப்பம், கடலூர். (3) மு.அஜயல் அஹமது, 78/26, சுல்தான்பேட்டை, நெல்லிக்குப்பம், கடலூர். bbox=[425, 636, 757, 709]
entry-text: ரா.ஜெயச்சந்திரன், 55, பிரதான சாலை, நெல்லிக்குப்பம், கடலூர். bbox=[48, 489, 380, 523]
appointment-entry bbox=[48, 1760, 380, 1798]
entry-role-label: அமைப்பாளர் : bbox=[425, 740, 515, 754]
booth-colon: : bbox=[870, 635, 874, 649]
appointment-entry bbox=[792, 1525, 1124, 1563]
booth-number: பாகம் – 68 bbox=[792, 443, 851, 457]
entry-text: (1) ச.புவனேஷ்குமார், 100, 19/3, காமராஜ் நகர், நெல்லிக்குப்பம், கடலூர். (2) லோ.கின்னி வளவன், 641, கே.எஸ்.ஆர். சாலை, நெல்லிக்குப்பம், கடலூர். (3) ர.நிதிதீஷ், 8, காமராஜ் நகர், நெல்லிக்குப்பம், கடலூர். bbox=[425, 1726, 757, 1798]
booth-agent: மு.சக்திவேல், 74, கைலாசநாதர் கோயில் தெரு, நெல்லிக்குப்பம், பண்ருட்டி. bbox=[881, 116, 1094, 150]
booth-row bbox=[425, 2002, 757, 2040]
appointment-entry bbox=[792, 1402, 1124, 1498]
appointment-entry bbox=[792, 2145, 1124, 2202]
masthead bbox=[48, 43, 1495, 94]
